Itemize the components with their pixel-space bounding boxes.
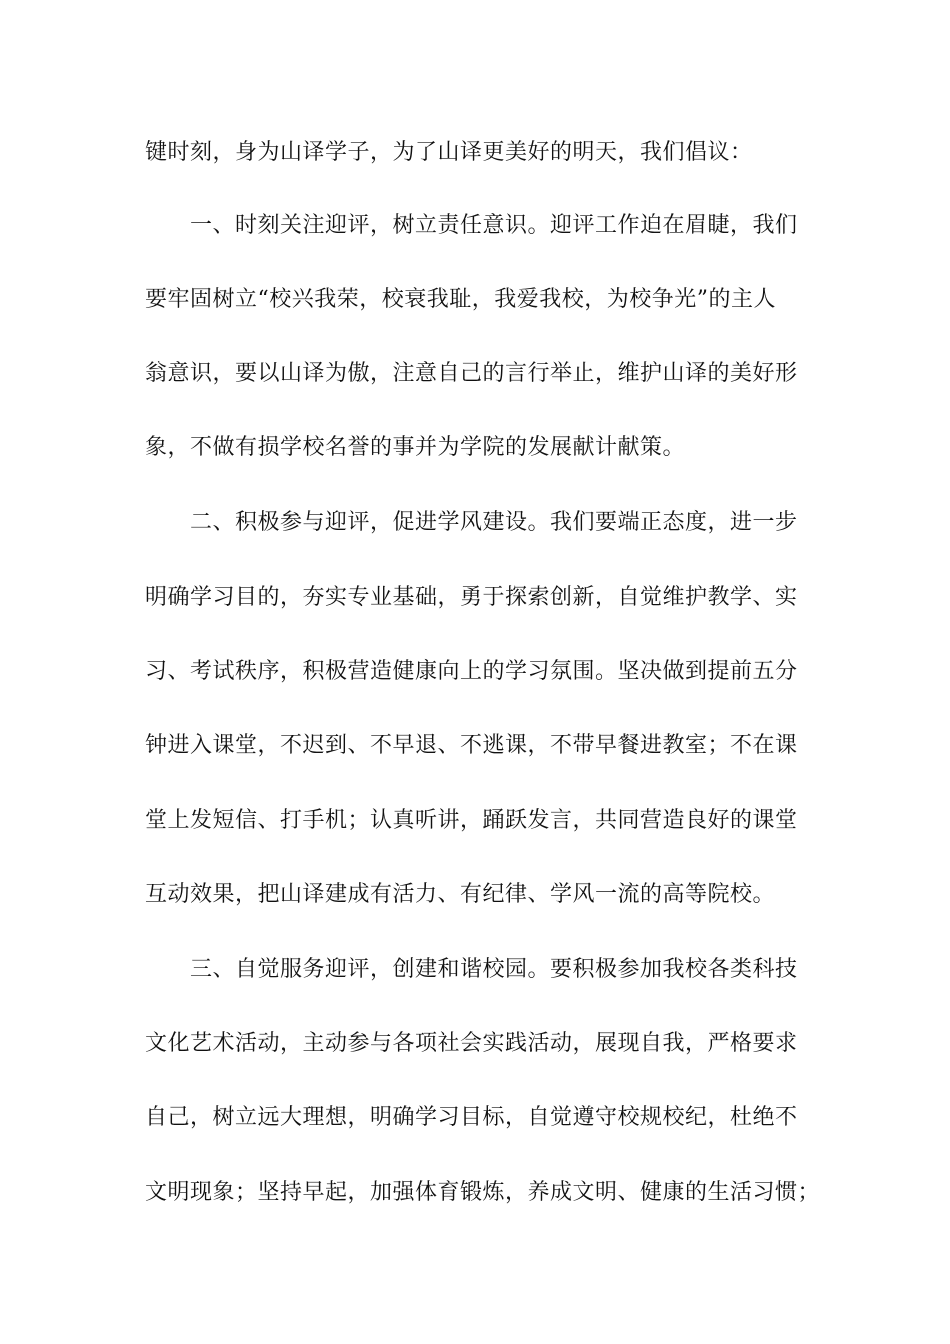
body-text-line: 文明现象；坚持早起，加强体育锻炼，养成文明、健康的生活习惯； (145, 1180, 821, 1205)
paragraph-1-first-line: 一、时刻关注迎评，树立责任意识。迎评工作迫在眉睫，我们 (190, 213, 798, 238)
body-text-line: 翁意识，要以山译为傲，注意自己的言行举止，维护山译的美好形 (145, 361, 798, 386)
paragraph-2-first-line: 二、积极参与迎评，促进学风建设。我们要端正态度，进一步 (190, 510, 798, 535)
paragraph-3-first-line: 三、自觉服务迎评，创建和谐校园。要积极参加我校各类科技 (190, 957, 798, 982)
body-text-line: 象，不做有损学校名誉的事并为学院的发展献计献策。 (145, 435, 686, 460)
body-text-line: 键时刻，身为山译学子，为了山译更美好的明天，我们倡议： (145, 140, 753, 165)
body-text-line: 要牢固树立“校兴我荣，校衰我耻，我爱我校，为校争光”的主人 (145, 287, 776, 312)
body-text-line: 自己，树立远大理想，明确学习目标，自觉遵守校规校纪，杜绝不 (145, 1105, 798, 1130)
body-text-line: 习、考试秩序，积极营造健康向上的学习氛围。坚决做到提前五分 (145, 659, 798, 684)
body-text-line: 堂上发短信、打手机；认真听讲，踊跃发言，共同营造良好的课堂 (145, 808, 798, 833)
body-text-line: 明确学习目的，夯实专业基础，勇于探索创新，自觉维护教学、实 (145, 585, 798, 610)
body-text-line: 文化艺术活动，主动参与各项社会实践活动，展现自我，严格要求 (145, 1031, 798, 1056)
body-text-line: 钟进入课堂，不迟到、不早退、不逃课，不带早餐进教室；不在课 (145, 733, 798, 758)
body-text-line: 互动效果，把山译建成有活力、有纪律、学风一流的高等院校。 (145, 882, 776, 907)
